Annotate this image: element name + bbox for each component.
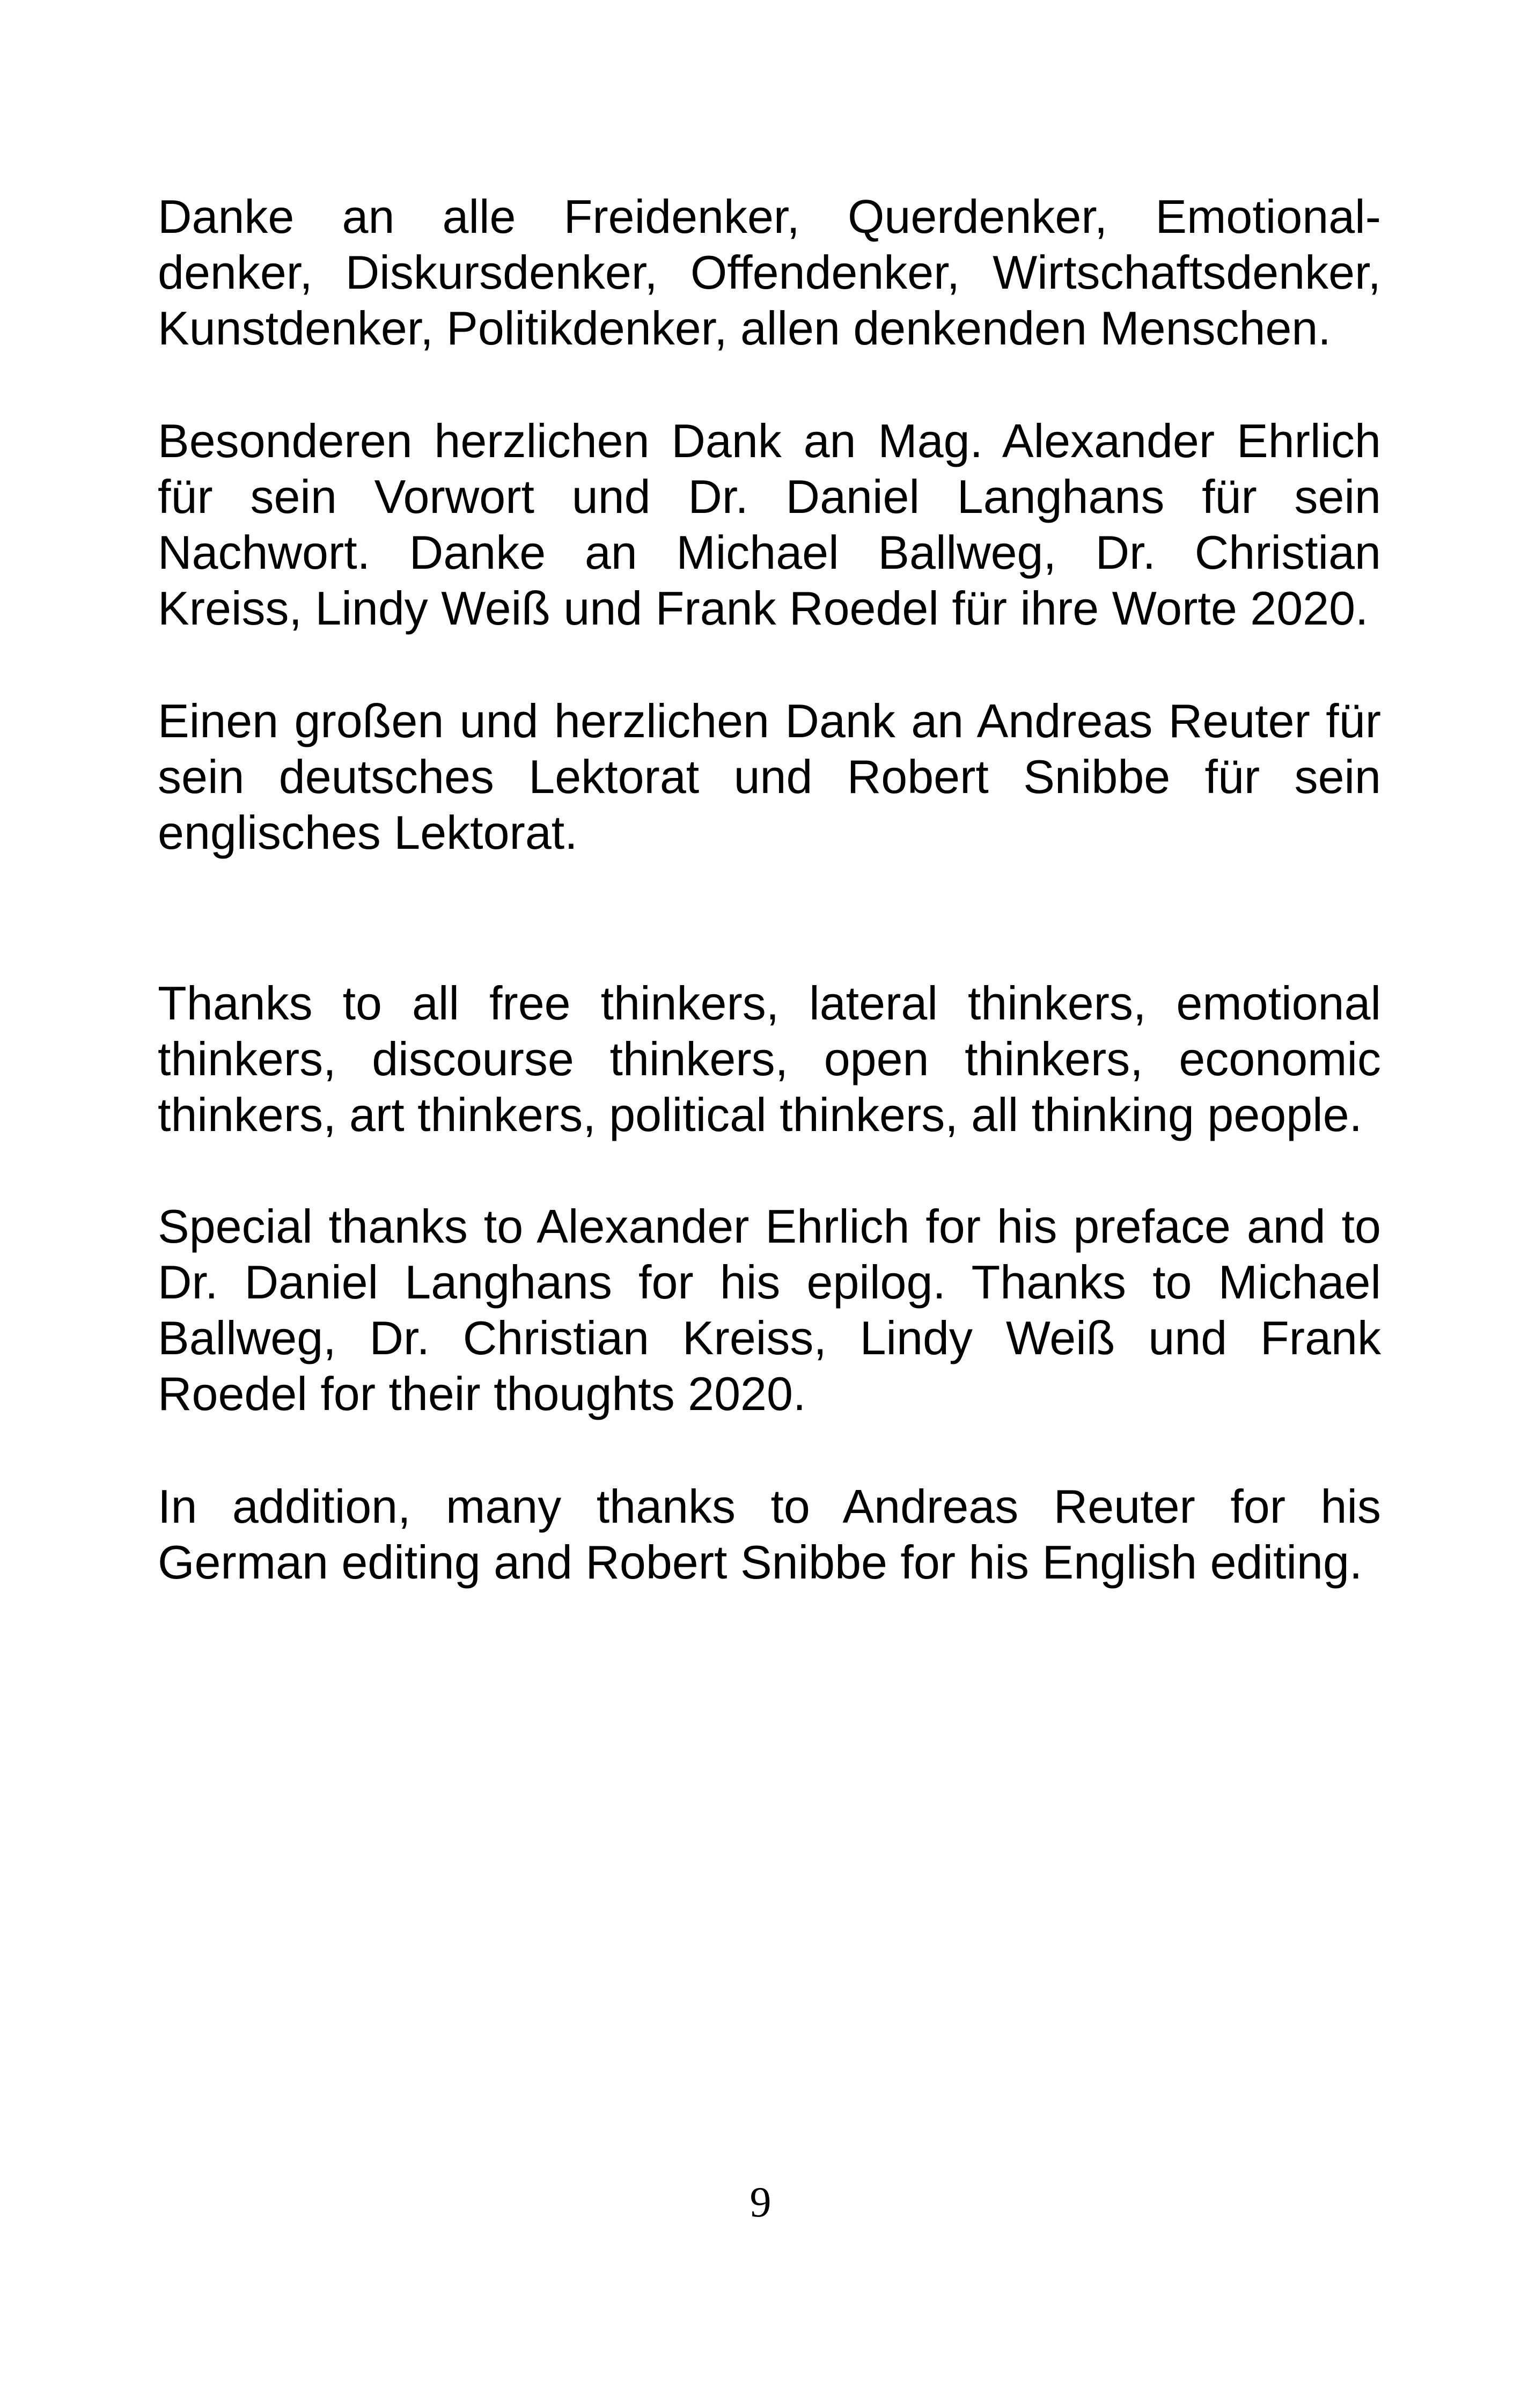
text-line: Thanks to all free thinkers, lateral thinkers, emotional	[158, 977, 1381, 1030]
text-line: sein deutsches Lektorat und Robert Snibbe für sein	[158, 750, 1381, 803]
paragraph-special-thanks-german	[158, 413, 1381, 636]
text-line: englisches Lektorat.	[158, 806, 578, 859]
text-line: Special thanks to Alexander Ehrlich for his preface and to	[158, 1200, 1381, 1253]
text-line: Besonderen herzlichen Dank an Mag. Alexander Ehrlich	[158, 414, 1381, 467]
paragraph-special-thanks-english	[158, 1199, 1381, 1422]
text-line: Ballweg, Dr. Christian Kreiss, Lindy Weiß und Frank	[158, 1311, 1381, 1364]
text-line: Roedel for their thoughts 2020.	[158, 1367, 806, 1420]
text-line: Einen großen und herzlichen Dank an Andreas Reuter für	[158, 694, 1381, 747]
text-line: thinkers, discourse thinkers, open thinkers, economic	[158, 1032, 1381, 1085]
page-number: 9	[750, 2179, 771, 2226]
text-line: Kunstdenker, Politikdenker, allen denkenden Menschen.	[158, 302, 1331, 355]
text-line: für sein Vorwort und Dr. Daniel Langhans für sein	[158, 470, 1381, 523]
text-line: thinkers, art thinkers, political thinkers, all thinking people.	[158, 1088, 1363, 1141]
paragraph-editing-thanks-german	[158, 693, 1381, 861]
text-line: Kreiss, Lindy Weiß und Frank Roedel für ihre Worte 2020.	[158, 582, 1369, 635]
text-line: Danke an alle Freidenker, Querdenker, Emotional-	[158, 190, 1381, 243]
text-line: German editing and Robert Snibbe for his English editing.	[158, 1536, 1363, 1589]
paragraph-thanks-german-thinkers	[158, 189, 1381, 356]
paragraph-editing-thanks-english	[158, 1479, 1381, 1590]
text-line: Dr. Daniel Langhans for his epilog. Thanks to Michael	[158, 1256, 1381, 1309]
text-line: Nachwort. Danke an Michael Ballweg, Dr. Christian	[158, 526, 1381, 579]
text-line: denker, Diskursdenker, Offendenker, Wirtschaftsdenker,	[158, 246, 1381, 299]
text-line: In addition, many thanks to Andreas Reuter for his	[158, 1480, 1381, 1533]
paragraph-thanks-english-thinkers	[158, 975, 1381, 1143]
